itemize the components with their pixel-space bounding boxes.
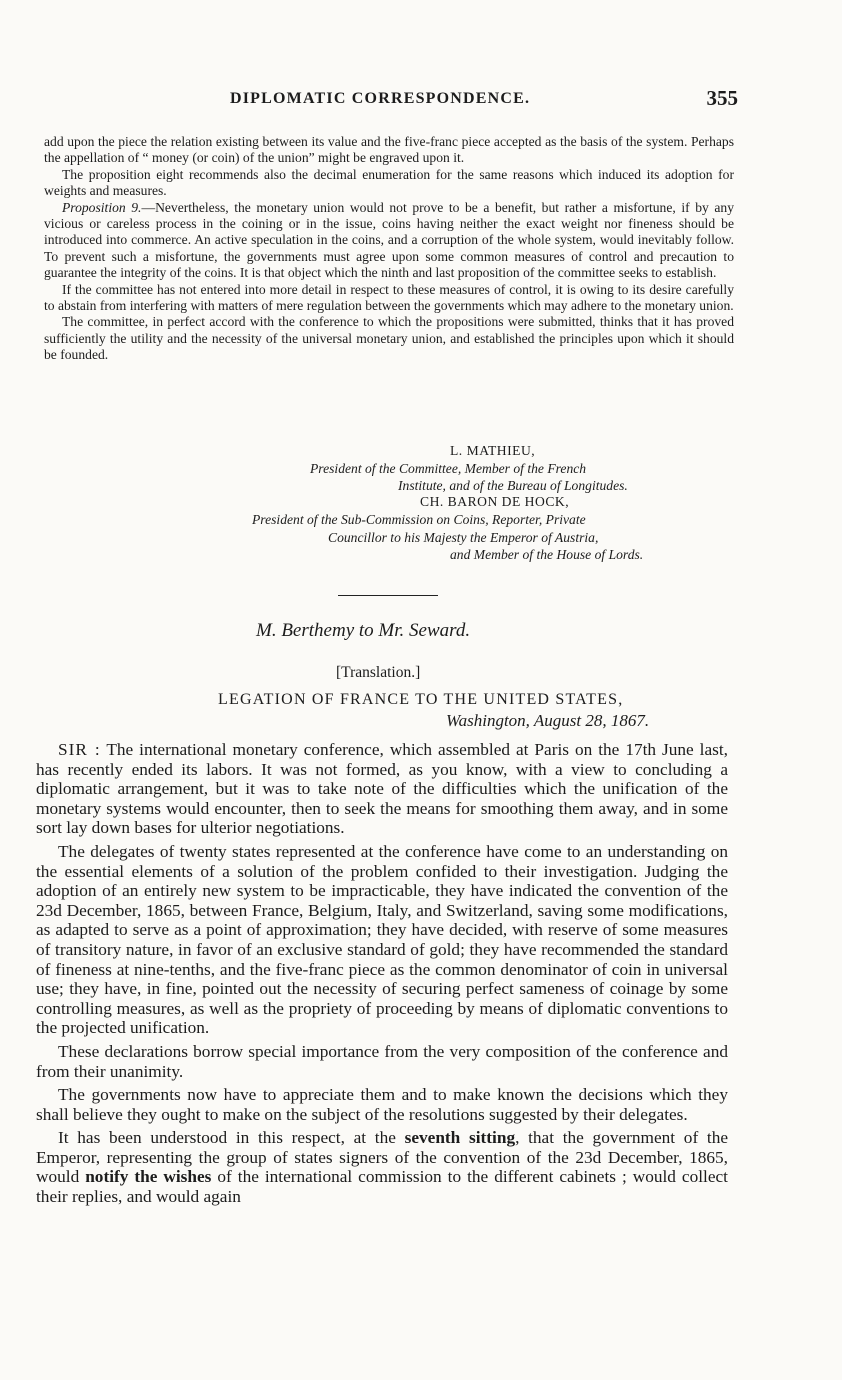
signatory-title: Councillor to his Majesty the Emperor of Austria,: [328, 530, 599, 545]
letter-body: [36, 740, 728, 1211]
bold-run: seventh sitting: [404, 1128, 516, 1148]
paragraph: These declarations borrow special importance from the very composition of the conference and from their unanimity.: [36, 1041, 728, 1081]
paragraph: [36, 740, 728, 838]
paragraph: [44, 200, 734, 282]
report-continuation: [44, 134, 734, 364]
proposition-label: Proposition 9.: [62, 199, 142, 215]
paragraph: add upon the piece the relation existing between its value and the five-franc piece accepted as the basis of the system. Perhaps the appellation of “ money (or coin) of the union” might be engraved upon it.: [44, 134, 734, 166]
salutation: SIR :: [58, 740, 101, 759]
paragraph: The proposition eight recommends also the decimal enumeration for the same reasons which induced its adoption for weights and measures.: [44, 166, 734, 199]
signatory-title: President of the Committee, Member of the French: [310, 461, 587, 476]
page-header: [40, 88, 740, 116]
dateline: Washington, August 28, 1867.: [446, 711, 650, 730]
text-run: It has been understood in this respect, at the: [58, 1128, 405, 1148]
paragraph: [36, 1128, 728, 1206]
paragraph: If the committee has not entered into more detail in respect to these measures of control, it is owing to its desire carefully to abstain from interfering with matters of mere regulation between the governments which may adhere to the monetary union.: [44, 281, 734, 314]
signatory-name: CH. BARON DE HOCK,: [420, 494, 570, 509]
bold-run: notify the wishes: [85, 1167, 212, 1187]
letter-heading: M. Berthemy to Mr. Seward.: [256, 620, 471, 641]
paragraph-text: The international monetary conference, which assembled at Paris on the 17th June last, has recently ended its labors. It was not formed, as you know, with a view to concluding a diplomatic arrangement, but it was to take note of the difficulties which the unification of the monetary systems would encounter, then to seek the means for smoothing them away, and in some sort lay down bases for ulterior negotiations.: [36, 740, 728, 838]
proposition-text: —Nevertheless, the monetary union would not prove to be a benefit, but rather a misfortune, if by any vicious or careless process in the coining or in the issue, coins having neither the exact weight nor fineness should be introduced into commerce. An active speculation in the coins, and a corruption of the whole system, would inevitably follow. To prevent such a misfortune, the governments must agree upon some common measures of control and precaution to guarantee the integrity of the coins. It is that object which the ninth and last proposition of the committee seeks to establish.: [44, 199, 734, 281]
paragraph: The committee, in perfect accord with the conference to which the propositions were submitted, thinks that it has proved sufficiently the utility and the necessity of the universal monetary union, and established the principles upon which it should be founded.: [44, 314, 734, 363]
paragraph: The governments now have to appreciate them and to make known the decisions which they shall believe they ought to make on the subject of the resolutions suggested by their delegates.: [36, 1085, 728, 1124]
translation-note: [Translation.]: [336, 664, 421, 681]
section-divider: [338, 595, 438, 596]
signatory-name: L. MATHIEU,: [450, 443, 536, 458]
signatory-title: Institute, and of the Bureau of Longitudes.: [398, 478, 628, 493]
text-run: of the international commission to the different cabinets ; would collect their replies, and would again: [36, 1167, 728, 1207]
page-number: 355: [706, 86, 738, 110]
running-head: DIPLOMATIC CORRESPONDENCE.: [230, 90, 531, 107]
legation-line: LEGATION OF FRANCE TO THE UNITED STATES,: [218, 691, 624, 708]
signatory-title: and Member of the House of Lords.: [450, 547, 644, 562]
text-run: , that the government of the Emperor, representing the group of states signers of the convention of the 23d December, 1865, would: [36, 1128, 729, 1187]
signatory-title: President of the Sub-Commission on Coins, Reporter, Private: [252, 512, 586, 527]
paragraph: The delegates of twenty states represented at the conference have come to an understanding on the essential elements of a solution of the problem confided to their investigation. Judging the adoption of an entirely new system to be impracticable, they have indicated the convention of the 23d December, 1865, between France, Belgium, Italy, and Switzerland, saving some modifications, as adapted to serve as a point of approximation; they have decided, with reserve of some measures of transitory nature, in favor of an exclusive standard of gold; they have recommended the standard of fineness at nine-tenths, and the five-franc piece as the common denominator of coin in universal use; they have, in fine, pointed out the necessity of securing perfect sameness of coinage by some controlling measures, as well as the propriety of proceeding by means of diplomatic conventions to the projected unification.: [36, 841, 728, 1038]
